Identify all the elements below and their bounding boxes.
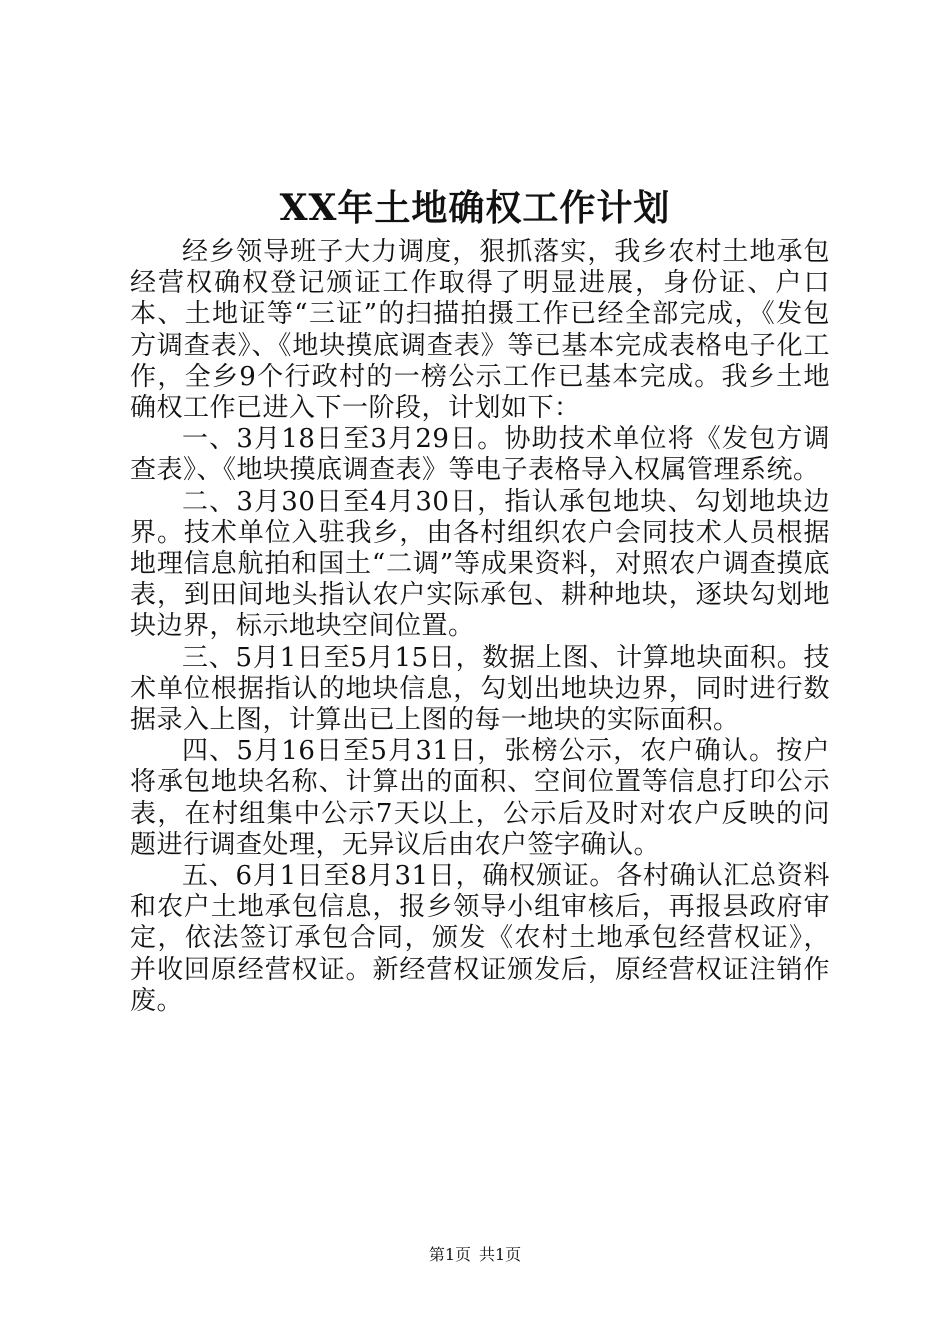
paragraph-intro: 经乡领导班子大力调度，狠抓落实，我乡农村土地承包经营权确权登记颁证工作取得了明显进展，身份证、户口本、土地证等“三证”的扫描拍摄工作已经全部完成，《发包方调查表》、《地块摸底调查表》等已基本完成表格电子化工作，全乡9个行政村的一榜公示工作已基本完成。我乡土地确权工作已进入下一阶段，计划如下： [130,237,830,424]
paragraph-step-5: 五、6月1日至8月31日，确权颁证。各村确认汇总资料和农户土地承包信息，报乡领导小组审核后，再报县政府审定，依法签订承包合同，颁发《农村土地承包经营权证》，并收回原经营权证。新经营权证颁发后，原经营权证注销作废。 [130,861,830,1016]
paragraph-step-1: 一、3月18日至3月29日。协助技术单位将《发包方调查表》、《地块摸底调查表》等电子表格导入权属管理系统。 [130,424,830,486]
paragraph-step-3: 三、5月1日至5月15日，数据上图、计算地块面积。技术单位根据指认的地块信息，勾划出地块边界，同时进行数据录入上图，计算出已上图的每一地块的实际面积。 [130,642,830,736]
paragraph-step-4: 四、5月16日至5月31日，张榜公示，农户确认。按户将承包地块名称、计算出的面积、空间位置等信息打印公示表，在村组集中公示7天以上，公示后及时对农户反映的问题进行调查处理，无异议后由农户签字确认。 [130,736,830,860]
page-total: 共1页 [479,1245,522,1264]
document-title: XX年土地确权工作计划 [279,187,671,229]
page-footer [0,1243,950,1267]
page-number: 第1页 [428,1245,471,1264]
paragraph-step-2: 二、3月30日至4月30日，指认承包地块、勾划地块边界。技术单位入驻我乡，由各村组织农户会同技术人员根据地理信息航拍和国土“二调”等成果资料，对照农户调查摸底表，到田间地头指认农户实际承包、耕种地块，逐块勾划地块边界，标示地块空间位置。 [130,486,830,642]
document-body [130,237,830,1017]
